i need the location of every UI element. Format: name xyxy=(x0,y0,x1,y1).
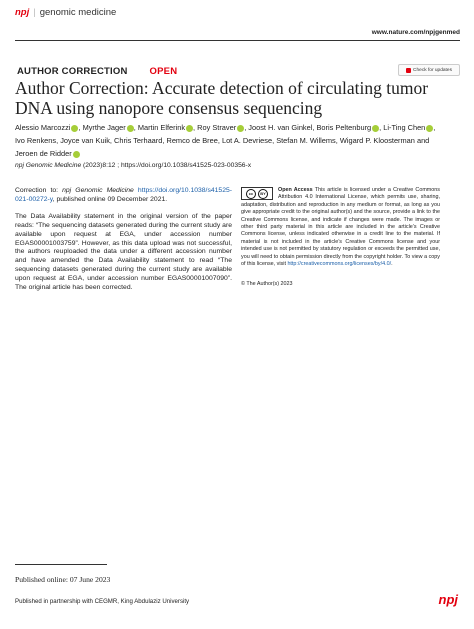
cc-by-badge[interactable] xyxy=(241,187,273,200)
npj-logo: npj xyxy=(15,7,30,18)
correction-published-date: , published online 09 December 2021. xyxy=(52,195,168,203)
open-access-label: OPEN xyxy=(149,66,178,77)
citation-journal: npj Genomic Medicine xyxy=(15,162,82,169)
copyright-notice: © The Author(s) 2023 xyxy=(241,281,293,287)
correction-prefix: Correction to: xyxy=(15,187,63,194)
author[interactable]: Martin Elferink xyxy=(137,123,186,132)
author[interactable]: Chris Terhaard xyxy=(114,136,163,145)
author[interactable]: Lot A. Devriese xyxy=(221,136,273,145)
by-icon: BY xyxy=(258,189,268,199)
license-text: This article is licensed under a Creative Commons Attribution 4.0 International License, which permits use, sharing, adaptation, distribution and reproduction in any medium or format, as long as you give appropriate credit to the original author(s) and the source, provide a link to the Creative Commons license, and indicate if changes were made. The images or other third party material in this article are included in the article’s Creative Commons license, unless indicated otherwise in a credit line to the material. If material is not included in the article’s Creative Commons license and your intended use is not permitted by statutory regulation or exceeds the permitted use, you will need to obtain permission directly from the copyright holder. To view a copy of this license, visit xyxy=(241,187,440,268)
orcid-icon[interactable] xyxy=(71,125,78,132)
journal-name: genomic medicine xyxy=(39,7,117,18)
author[interactable]: Li-Ting Chen xyxy=(383,123,426,132)
orcid-icon[interactable] xyxy=(127,125,134,132)
author[interactable]: Ivo Renkens xyxy=(15,136,57,145)
correction-journal: npj Genomic Medicine xyxy=(62,187,134,194)
footer-rule xyxy=(15,564,107,565)
update-icon xyxy=(406,68,411,73)
cc-icon: cc xyxy=(246,189,256,199)
orcid-icon[interactable] xyxy=(372,125,379,132)
orcid-icon[interactable] xyxy=(186,125,193,132)
author[interactable]: Stefan M. Willems xyxy=(276,136,336,145)
citation-line xyxy=(15,162,251,169)
open-access-heading: Open Access xyxy=(278,187,313,193)
license-end: . xyxy=(391,261,393,268)
partnership-note: Published in partnership with CEGMR, King Abdulaziz University xyxy=(15,598,190,605)
check-for-updates-label: Check for updates xyxy=(413,67,452,73)
header-rule xyxy=(15,40,460,41)
correction-reference xyxy=(15,187,232,205)
published-online-date: Published online: 07 June 2023 xyxy=(15,575,111,584)
author[interactable]: Remco de Bree xyxy=(166,136,218,145)
article-title: Author Correction: Accurate detection of circulating tumor DNA using nanopore consensus sequencing xyxy=(15,78,429,118)
license-block xyxy=(241,187,440,268)
author[interactable]: Joyce van Kuik xyxy=(60,136,110,145)
journal-header xyxy=(15,7,116,18)
orcid-icon[interactable] xyxy=(237,125,244,132)
citation-details[interactable]: (2023)8:12 ; https://doi.org/10.1038/s41525-023-00356-x xyxy=(81,162,252,169)
header-divider: | xyxy=(33,7,36,18)
article-type-label: AUTHOR CORRECTION xyxy=(17,66,128,77)
correction-text: The Data Availability statement in the original version of the paper reads: “The sequencing datasets generated during the current study are available upon request at EGA, under accession number EGAS00001003759”. However, as this data upload was not successful, the authors reuploaded the data under a different accession number and have amended the Data Availability statement to read “The sequencing datasets generated during the current study are available upon request at EGA, under accession number EGAS00001007090”. The original article has been corrected. xyxy=(15,212,232,292)
npj-footer-logo: npj xyxy=(438,592,458,607)
article-type xyxy=(17,66,177,77)
author[interactable]: Roy Straver xyxy=(197,123,237,132)
author[interactable]: Wigard P. Kloosterman xyxy=(339,136,415,145)
author[interactable]: Myrthe Jager xyxy=(82,123,126,132)
author-list: Alessio Marcozzi , Myrthe Jager , Martin Elferink , Roy Straver , Joost H. van Ginkel, Boris Peltenburg , Li-Ting Chen , Ivo Renkens, Joyce van Kuik, Chris Terhaard, Remco de Bree, Lot A. Devriese, Stefan M. Willems, Wigard P. Kloosterman and Jeroen de Ridder xyxy=(15,123,436,158)
correction-body xyxy=(15,187,232,301)
check-for-updates-button[interactable] xyxy=(398,64,460,76)
author[interactable]: Jeroen de Ridder xyxy=(15,149,72,158)
author[interactable]: Boris Peltenburg xyxy=(316,123,372,132)
author[interactable]: Joost H. van Ginkel xyxy=(248,123,313,132)
original-article-doi-link[interactable]: https://doi.org/10.1038/s41525-021-00272-y xyxy=(15,187,233,203)
journal-url[interactable]: www.nature.com/npjgenmed xyxy=(371,29,460,36)
license-link[interactable]: http://creativecommons.org/licenses/by/4.0/ xyxy=(287,261,392,268)
orcid-icon[interactable] xyxy=(73,151,80,158)
orcid-icon[interactable] xyxy=(426,125,433,132)
author[interactable]: Alessio Marcozzi xyxy=(15,123,71,132)
